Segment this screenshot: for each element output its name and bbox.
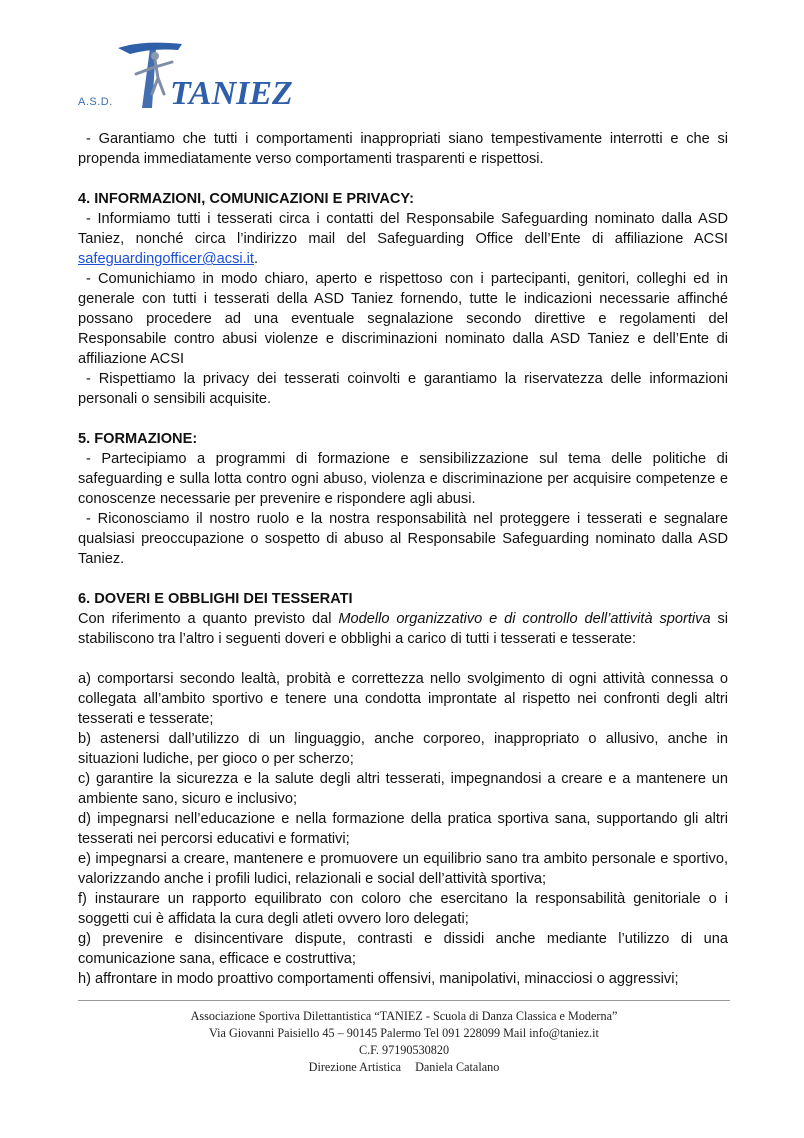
paragraph-6-intro — [78, 609, 728, 649]
safeguarding-email-link[interactable]: safeguardingofficer@acsi.it — [78, 251, 254, 267]
paragraph-4a-text: - Informiamo tutti i tesserati circa i contatti del Responsabile Safeguarding nominato dalla ASD Taniez, nonché circa l’indirizzo mail del Safeguarding Office dell’Ente di affiliazione ACSI — [78, 211, 728, 247]
list-item: b) astenersi dall’utilizzo di un linguaggio, anche corporeo, inappropriato o allusivo, anche in situazioni ludiche, per gioco o per scherzo; — [78, 731, 728, 767]
paragraph-6-post: si stabiliscono tra l’altro i seguenti doveri e obblighi a carico di tutti i tesserati e tesserate: — [78, 611, 728, 647]
footer-line-association: Associazione Sportiva Dilettantistica “TANIEZ - Scuola di Danza Classica e Moderna” — [190, 1009, 618, 1023]
paragraph-intro: - Garantiamo che tutti i comportamenti inappropriati siano tempestivamente interrotti e che si propenda immediatamente verso comportamenti trasparenti e rispettosi. — [78, 131, 728, 167]
footer-line-address: Via Giovanni Paisiello 45 – 90145 Palermo Tel 091 228099 Mail info@taniez.it — [209, 1026, 599, 1040]
paragraph-4c: - Rispettiamo la privacy dei tesserati coinvolti e garantiamo la riservatezza delle informazioni personali o sensibili acquisite. — [78, 371, 728, 407]
paragraph-6-italic: Modello organizzativo e di controllo dell’attività sportiva — [338, 611, 711, 627]
section-5-heading: 5. FORMAZIONE: — [78, 431, 198, 447]
paragraph-6-pre: Con riferimento a quanto previsto dal — [78, 611, 339, 627]
logo-asd-text: A.S.D. — [78, 96, 113, 108]
list-item: h) affrontare in modo proattivo comportamenti offensivi, manipolativi, minacciosi o aggressivi; — [78, 971, 679, 987]
footer-direction-label: Direzione Artistica — [308, 1060, 402, 1074]
footer-line-direction — [78, 1059, 730, 1076]
list-item: c) garantire la sicurezza e la salute degli altri tesserati, impegnandosi a creare e a mantenere un ambiente sano, sicuro e inclusivo; — [78, 771, 728, 807]
paragraph-4a — [78, 209, 728, 269]
list-item: d) impegnarsi nell’educazione e nella formazione della pratica sportiva sana, supportando gli altri tesserati nei percorsi educativi e formativi; — [78, 811, 728, 847]
section-6-heading: 6. DOVERI E OBBLIGHI DEI TESSERATI — [78, 591, 353, 607]
list-item: a) comportarsi secondo lealtà, probità e correttezza nello svolgimento di ogni attività connessa o collegata all’ambito sportivo e tenere una condotta improntate al rispetto nei confronti degli altri tesserati e tesserate; — [78, 671, 728, 727]
page-footer — [78, 1008, 730, 1076]
taniez-logo — [78, 38, 293, 114]
list-item: g) prevenire e disincentivare dispute, contrasti e dissidi anche mediante l’utilizzo di una comunicazione sana, efficace e costruttiva; — [78, 931, 728, 967]
paragraph-5b: - Riconosciamo il nostro ruolo e la nostra responsabilità nel proteggere i tesserati e segnalare qualsiasi preoccupazione o sospetto di abuso al Responsabile Safeguarding nominato dalla ASD Taniez. — [78, 511, 728, 567]
taniez-logo-mark — [112, 38, 293, 114]
logo-name-text: TANIEZ — [170, 75, 293, 112]
document-body — [78, 129, 728, 989]
paragraph-4a-end: . — [253, 251, 259, 267]
paragraph-4b: - Comunichiamo in modo chiaro, aperto e rispettoso con i partecipanti, genitori, colleghi ed in generale con tutti i tesserati della ASD Taniez fornendo, tutte le indicazioni necessarie affinché possano procedere ad una eventuale segnalazione secondo direttive e regolamenti del Responsabile contro abusi violenze e discriminazioni nominato dalla ASD Taniez e dell’Ente di affiliazione ACSI — [78, 271, 728, 367]
footer-divider — [78, 1000, 730, 1001]
list-item: e) impegnarsi a creare, mantenere e promuovere un equilibrio sano tra ambito personale e sportivo, valorizzando anche i profili ludici, relazionali e social dell’attività sportiva; — [78, 851, 728, 887]
paragraph-5a: - Partecipiamo a programmi di formazione e sensibilizzazione sul tema delle politiche di safeguarding e sulla lotta contro ogni abuso, violenza e discriminazione per acquisire competenze e conoscenze necessarie per prevenire e rispondere agli abusi. — [78, 451, 728, 507]
list-item: f) instaurare un rapporto equilibrato con coloro che esercitano la responsabilità genitoriale o i soggetti cui è affidata la cura degli atleti ovvero loro delegati; — [78, 891, 728, 927]
footer-director-name: Daniela Catalano — [415, 1060, 500, 1074]
footer-line-fiscal-code: C.F. 97190530820 — [358, 1043, 450, 1057]
section-4-heading: 4. INFORMAZIONI, COMUNICAZIONI E PRIVACY: — [78, 191, 414, 207]
